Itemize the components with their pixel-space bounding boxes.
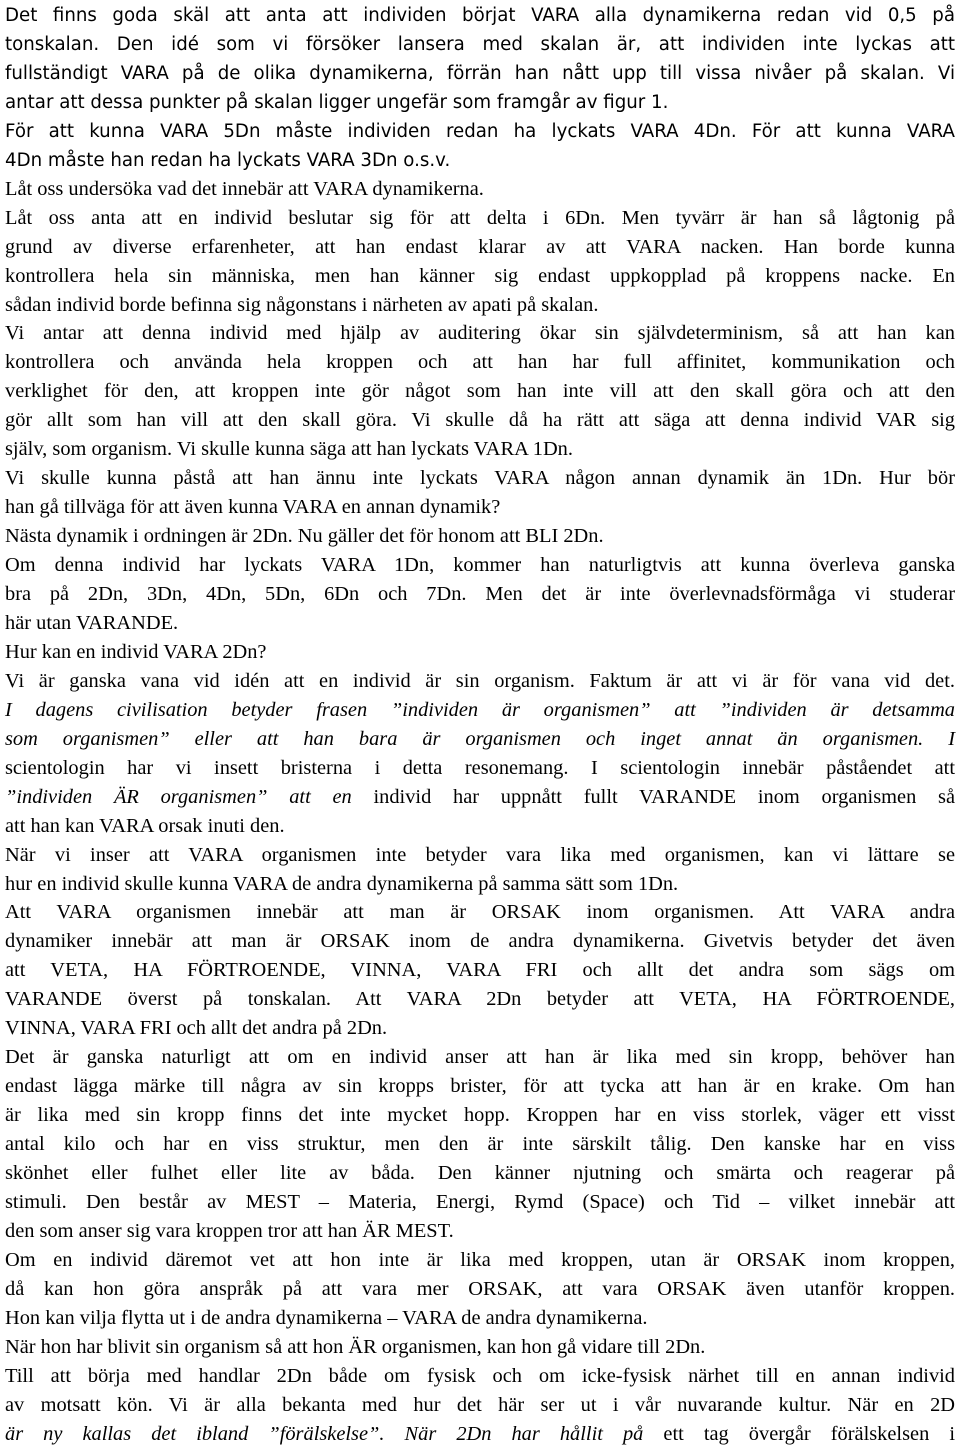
text-line [5,754,955,783]
italic-text: är ny kallas det ibland ”förälskelse”. När 2Dn har hållit på [5,1422,644,1445]
line-text: VINNA, VARA FRI och allt det andra på 2Dn. [5,1017,388,1040]
line-text: grund av diverse erfarenheter, att han endast klarar av att VARA nacken. Han borde kunna [5,235,955,258]
line-text: Vi skulle kunna påstå att han ännu inte lyckats VARA någon annan dynamik än 1Dn. Hur bör [5,467,955,490]
text-line [5,1043,955,1072]
text-line [5,1304,955,1333]
italic-text: som organismen” eller att han bara är organismen och inget annat än organismen. I [5,727,955,750]
line-text: bra på 2Dn, 3Dn, 4Dn, 5Dn, 6Dn och 7Dn. Men det är inte överlevnadsförmåga vi studerar [5,583,955,605]
text-line [5,146,955,175]
text-line [5,725,955,754]
text-line [5,812,955,841]
text-line [5,1159,955,1188]
text-line [5,522,955,551]
line-text: Det finns goda skäl att anta att individen börjat VARA alla dynamikerna redan vid 0,5 på [5,5,955,26]
line-text: Om denna individ har lyckats VARA 1Dn, kommer han naturligtvis att kunna överleva ganska [5,554,955,576]
italic-text: I dagens civilisation betyder frasen ”individen är organismen” att ”individen är detsamma [5,698,955,721]
text-line [5,291,955,320]
text-line [5,927,955,956]
line-text: Det är ganska naturligt att om en individ anser att han är lika med sin kropp, behöver han [5,1046,955,1069]
text-line [5,1188,955,1217]
line-text: När vi inser att VARA organismen inte betyder vara lika med organismen, kan vi lättare se [5,843,955,866]
text-line [5,985,955,1014]
line-text: av motsatt kön. Vi är alla bekanta med hur det här ser ut i vår nuvarande kultur. När en 2D [5,1393,955,1416]
line-text: scientologin har vi insett bristerna i detta resonemang. I scientologin innebär påståendet att [5,756,955,779]
text-line [5,435,955,464]
line-text: Vi antar att denna individ med hjälp av auditering ökar sin självdeterminism, så att han kan [5,322,955,345]
text-line [5,59,955,88]
text-line [5,1275,955,1304]
text-line [5,117,955,146]
line-text: hur en individ skulle kunna VARA de andra dynamikerna på samma sätt som 1Dn. [5,872,679,895]
text-line [5,1101,955,1130]
line-text: själv, som organism. Vi skulle kunna säga att han lyckats VARA 1Dn. [5,438,573,461]
line-text: När hon har blivit sin organism så att hon ÄR organismen, kan hon gå vidare till 2Dn. [5,1335,706,1358]
text-line [5,898,955,927]
text-line [5,377,955,406]
text-line [5,493,955,522]
text-line [5,783,955,812]
text-line [5,1333,955,1362]
text-line [5,1217,955,1246]
line-text: gör allt som han vill att den skall göra. Vi skulle då ha rätt att säga att denna individ VAR sig [5,409,955,432]
line-text: Nästa dynamik i ordningen är 2Dn. Nu gäller det för honom att BLI 2Dn. [5,525,604,548]
text-line [5,204,955,233]
text-line [5,406,955,435]
text-line [5,841,955,870]
line-text: Om en individ däremot vet att hon inte är lika med kroppen, utan är ORSAK inom kroppen, [5,1248,955,1271]
text-line [5,667,955,696]
line-text: 4Dn måste han redan ha lyckats VARA 3Dn o.s.v. [5,149,451,171]
line-text: skönhet eller fulhet eller lite av båda. Den känner njutning och smärta och reagerar på [5,1162,955,1184]
line-text: han gå tillväga för att även kunna VARA en annan dynamik? [5,496,501,519]
line-text: antar att dessa punkter på skalan ligger ungefär som framgår av figur 1. [5,91,669,113]
line-text: antal kilo och har en viss struktur, men den är inte särskilt tålig. Den kanske har en viss [5,1133,955,1155]
line-text: Vi är ganska vana vid idén att en individ är sin organism. Faktum är att vi är för vana vid det. [5,669,955,692]
text-line [5,1246,955,1275]
line-text: dynamiker innebär att man är ORSAK inom de andra dynamikerna. Givetvis betyder det även [5,930,955,953]
line-text: tonskalan. Den idé som vi försöker lansera med skalan är, att individen inte lyckas att [5,33,955,55]
text-line [5,233,955,262]
text-line [5,1,955,30]
line-text: endast lägga märke till några av sin kropps brister, för att tycka att han är en krake. Om han [5,1075,955,1098]
line-text: kontrollera och använda hela kroppen och att han har full affinitet, kommunikation och [5,351,955,374]
line-text: Att VARA organismen innebär att man är ORSAK inom organismen. Att VARA andra [5,901,955,924]
line-text: Till att börja med handlar 2Dn både om fysisk och om icke-fysisk närhet till en annan individ [5,1364,955,1387]
text-line [5,175,955,204]
text-line [5,262,955,291]
line-text: stimuli. Den består av MEST – Materia, Energi, Rymd (Space) och Tid – vilket innebär att [5,1191,955,1213]
italic-text: ”individen ÄR organismen” att en [5,785,352,808]
line-text: Låt oss anta att en individ beslutar sig för att delta i 6Dn. Men tyvärr är han så lågtonig på [5,206,955,229]
line-text: att han kan VARA orsak inuti den. [5,814,285,837]
line-text: ett tag övergår förälskelsen i [643,1422,955,1445]
line-text: Låt oss undersöka vad det innebär att VARA dynamikerna. [5,177,484,200]
line-text: VARANDE överst på tonskalan. Att VARA 2Dn betyder att VETA, HA FÖRTROENDE, [5,988,955,1011]
text-line [5,609,955,638]
text-line [5,30,955,59]
line-text: fullständigt VARA på de olika dynamikerna, förrän han nått upp till vissa nivåer på skalan. Vi [5,62,955,84]
line-text: individ har uppnått fullt VARANDE inom organismen så [351,785,955,808]
line-text: då kan hon göra anspråk på att vara mer ORSAK, att vara ORSAK även utanför kroppen. [5,1277,955,1300]
text-line [5,348,955,377]
text-line [5,319,955,348]
text-line [5,551,955,580]
line-text: den som anser sig vara kroppen tror att han ÄR MEST. [5,1219,454,1242]
text-line [5,870,955,899]
line-text: kontrollera hela sin människa, men han känner sig endast uppkopplad på kroppens nacke. En [5,264,955,287]
line-text: verklighet för den, att kroppen inte gör något som han inte vill att den skall göra och att den [5,380,955,403]
text-line [5,1362,955,1391]
line-text: Hur kan en individ VARA 2Dn? [5,640,267,663]
line-text: är lika med sin kropp finns det inte mycket hopp. Kroppen har en viss storlek, väger ett visst [5,1104,955,1127]
text-line [5,580,955,609]
text-line [5,1014,955,1043]
line-text: sådan individ borde befinna sig någonstans i närheten av apati på skalan. [5,293,599,316]
text-line [5,956,955,985]
text-line [5,1420,955,1449]
line-text: Hon kan vilja flytta ut i de andra dynamikerna – VARA de andra dynamikerna. [5,1306,648,1329]
line-text: här utan VARANDE. [5,611,179,634]
text-line [5,1130,955,1159]
line-text: För att kunna VARA 5Dn måste individen redan ha lyckats VARA 4Dn. För att kunna VARA [5,120,955,142]
text-line [5,88,955,117]
text-line [5,464,955,493]
text-line [5,696,955,725]
text-line [5,638,955,667]
line-text: att VETA, HA FÖRTROENDE, VINNA, VARA FRI och allt det andra som sägs om [5,959,955,982]
text-line [5,1391,955,1420]
text-line [5,1072,955,1101]
